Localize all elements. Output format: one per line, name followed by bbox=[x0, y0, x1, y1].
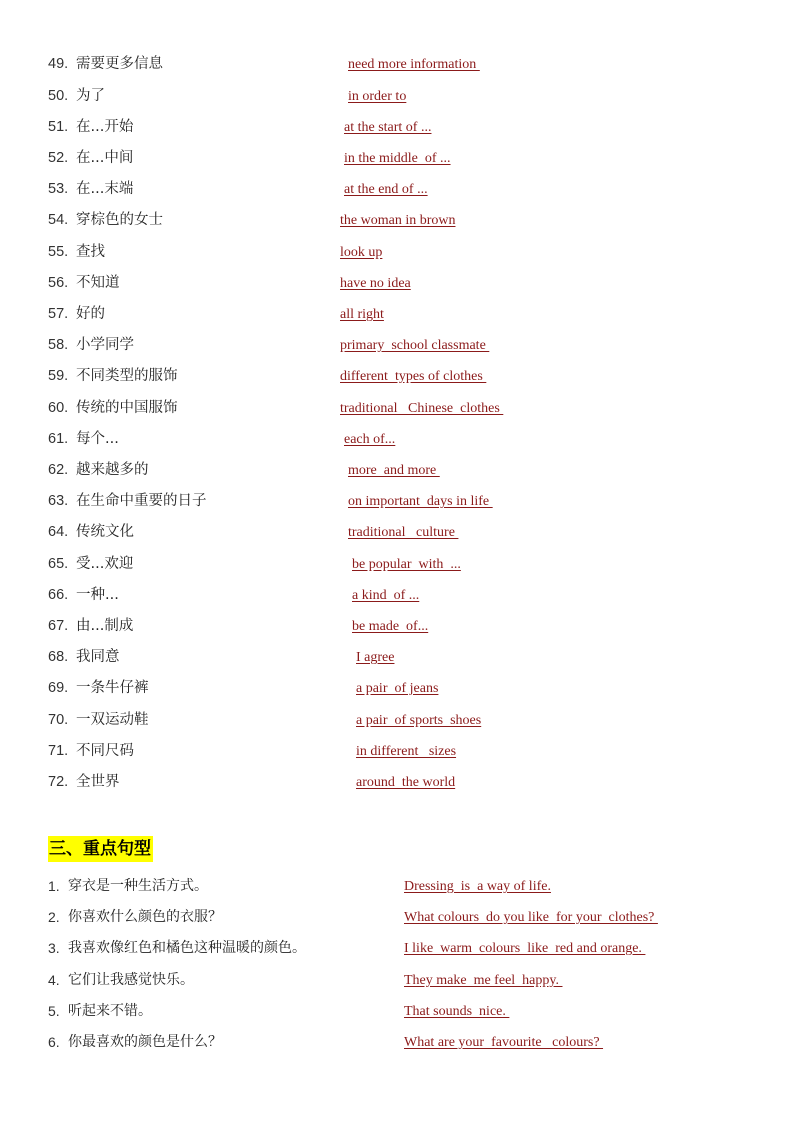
phrase-row bbox=[0, 364, 794, 388]
phrase-row bbox=[0, 458, 794, 482]
english-answer: all right bbox=[340, 307, 384, 322]
sentence-row bbox=[0, 999, 794, 1023]
chinese-phrase: 一种... bbox=[76, 587, 119, 603]
item-number: 2. bbox=[48, 909, 60, 925]
chinese-sentence: 听起来不错。 bbox=[68, 1003, 152, 1019]
chinese-phrase: 在...中间 bbox=[76, 150, 134, 166]
english-answer: primary school classmate bbox=[340, 338, 490, 353]
chinese-phrase: 传统的中国服饰 bbox=[76, 400, 178, 416]
english-answer: on important days in life bbox=[348, 494, 493, 509]
english-answer: I agree bbox=[356, 650, 395, 665]
item-number: 70. bbox=[48, 712, 69, 728]
phrase-row bbox=[0, 520, 794, 544]
phrase-row bbox=[0, 396, 794, 420]
chinese-phrase: 在...开始 bbox=[76, 119, 134, 135]
phrase-row bbox=[0, 552, 794, 576]
phrase-row bbox=[0, 770, 794, 794]
sentence-row bbox=[0, 905, 794, 929]
phrase-row bbox=[0, 489, 794, 513]
item-number: 4. bbox=[48, 972, 60, 988]
item-number: 66. bbox=[48, 587, 69, 603]
phrase-row bbox=[0, 115, 794, 139]
sentence-row bbox=[0, 936, 794, 960]
sentence-row bbox=[0, 968, 794, 992]
item-number: 64. bbox=[48, 524, 69, 540]
english-answer: I like warm colours like red and orange. bbox=[404, 941, 646, 956]
english-answer: a pair of jeans bbox=[356, 681, 439, 696]
chinese-phrase: 一条牛仔裤 bbox=[76, 680, 149, 696]
item-number: 60. bbox=[48, 400, 69, 416]
english-answer: in order to bbox=[348, 89, 407, 104]
item-number: 1. bbox=[48, 878, 60, 894]
item-number: 65. bbox=[48, 556, 69, 572]
item-number: 69. bbox=[48, 680, 69, 696]
sentence-row bbox=[0, 874, 794, 898]
chinese-phrase: 不知道 bbox=[76, 275, 120, 291]
phrase-row bbox=[0, 177, 794, 201]
chinese-sentence: 它们让我感觉快乐。 bbox=[68, 972, 194, 988]
sentence-row bbox=[0, 1030, 794, 1054]
item-number: 57. bbox=[48, 306, 69, 322]
item-number: 6. bbox=[48, 1034, 60, 1050]
english-answer: traditional Chinese clothes bbox=[340, 401, 504, 416]
chinese-sentence: 穿衣是一种生活方式。 bbox=[68, 878, 208, 894]
chinese-phrase: 不同类型的服饰 bbox=[76, 368, 178, 384]
english-answer: Dressing is a way of life. bbox=[404, 879, 551, 894]
english-answer: be popular with ... bbox=[352, 557, 461, 572]
item-number: 58. bbox=[48, 337, 69, 353]
phrase-row bbox=[0, 271, 794, 295]
english-answer: at the end of ... bbox=[344, 182, 428, 197]
item-number: 61. bbox=[48, 431, 69, 447]
phrase-row bbox=[0, 84, 794, 108]
chinese-phrase: 一双运动鞋 bbox=[76, 712, 149, 728]
chinese-phrase: 查找 bbox=[76, 244, 105, 260]
english-answer: each of... bbox=[344, 432, 396, 447]
item-number: 72. bbox=[48, 774, 69, 790]
chinese-sentence: 你喜欢什么颜色的衣服？ bbox=[68, 909, 222, 925]
phrase-row bbox=[0, 645, 794, 669]
english-answer: more and more bbox=[348, 463, 440, 478]
english-answer: look up bbox=[340, 245, 383, 260]
chinese-phrase: 小学同学 bbox=[76, 337, 134, 353]
english-answer: traditional culture bbox=[348, 525, 459, 540]
chinese-sentence: 我喜欢像红色和橘色这种温暖的颜色。 bbox=[68, 940, 306, 956]
phrase-row bbox=[0, 240, 794, 264]
english-answer: What colours do you like for your clothes? bbox=[404, 910, 658, 925]
english-answer: at the start of ... bbox=[344, 120, 432, 135]
chinese-phrase: 在...末端 bbox=[76, 181, 134, 197]
phrase-row bbox=[0, 146, 794, 170]
chinese-phrase: 每个... bbox=[76, 431, 119, 447]
chinese-phrase: 需要更多信息 bbox=[76, 56, 163, 72]
item-number: 52. bbox=[48, 150, 69, 166]
english-answer: a pair of sports shoes bbox=[356, 713, 482, 728]
english-answer: That sounds nice. bbox=[404, 1004, 510, 1019]
item-number: 63. bbox=[48, 493, 69, 509]
item-number: 49. bbox=[48, 56, 69, 72]
english-answer: have no idea bbox=[340, 276, 411, 291]
chinese-phrase: 在生命中重要的日子 bbox=[76, 493, 207, 509]
item-number: 3. bbox=[48, 940, 60, 956]
phrase-row bbox=[0, 333, 794, 357]
chinese-phrase: 受...欢迎 bbox=[76, 556, 134, 572]
item-number: 55. bbox=[48, 244, 69, 260]
phrase-row bbox=[0, 676, 794, 700]
english-answer: in the middle of ... bbox=[344, 151, 451, 166]
english-answer: need more information bbox=[348, 57, 480, 72]
phrase-row bbox=[0, 427, 794, 451]
english-answer: a kind of ... bbox=[352, 588, 420, 603]
item-number: 68. bbox=[48, 649, 69, 665]
chinese-phrase: 越来越多的 bbox=[76, 462, 149, 478]
chinese-phrase: 我同意 bbox=[76, 649, 120, 665]
english-answer: be made of... bbox=[352, 619, 429, 634]
chinese-phrase: 好的 bbox=[76, 306, 105, 322]
item-number: 67. bbox=[48, 618, 69, 634]
english-answer: around the world bbox=[356, 775, 456, 790]
item-number: 71. bbox=[48, 743, 69, 759]
english-answer: in different sizes bbox=[356, 744, 457, 759]
chinese-phrase: 传统文化 bbox=[76, 524, 134, 540]
phrase-row bbox=[0, 739, 794, 763]
chinese-phrase: 全世界 bbox=[76, 774, 120, 790]
english-answer: They make me feel happy. bbox=[404, 973, 563, 988]
chinese-phrase: 穿棕色的女士 bbox=[76, 212, 163, 228]
chinese-phrase: 由...制成 bbox=[76, 618, 134, 634]
chinese-sentence: 你最喜欢的颜色是什么？ bbox=[68, 1034, 222, 1050]
chinese-phrase: 为了 bbox=[76, 88, 105, 104]
item-number: 5. bbox=[48, 1003, 60, 1019]
item-number: 51. bbox=[48, 119, 69, 135]
phrase-row bbox=[0, 583, 794, 607]
item-number: 56. bbox=[48, 275, 69, 291]
phrase-row bbox=[0, 302, 794, 326]
section-heading: 三、重点句型 bbox=[48, 836, 153, 862]
phrase-row bbox=[0, 52, 794, 76]
item-number: 50. bbox=[48, 88, 69, 104]
phrase-row bbox=[0, 614, 794, 638]
phrase-row bbox=[0, 208, 794, 232]
phrase-row bbox=[0, 708, 794, 732]
item-number: 54. bbox=[48, 212, 69, 228]
english-answer: What are your favourite colours? bbox=[404, 1035, 604, 1050]
item-number: 59. bbox=[48, 368, 69, 384]
chinese-phrase: 不同尺码 bbox=[76, 743, 134, 759]
item-number: 53. bbox=[48, 181, 69, 197]
item-number: 62. bbox=[48, 462, 69, 478]
english-answer: the woman in brown bbox=[340, 213, 456, 228]
english-answer: different types of clothes bbox=[340, 369, 487, 384]
